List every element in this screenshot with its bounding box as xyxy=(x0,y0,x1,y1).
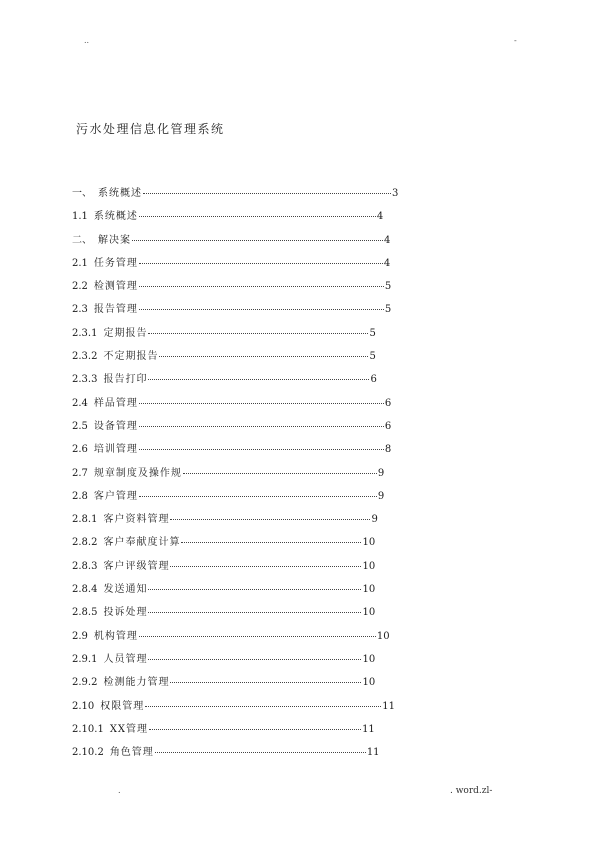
toc-entry[interactable] xyxy=(72,417,512,440)
toc-entry-number: 2.8 xyxy=(72,490,88,502)
toc-entry[interactable] xyxy=(72,324,512,347)
toc-entry[interactable] xyxy=(72,650,512,673)
toc-entry-label: 解决案 xyxy=(98,234,131,246)
toc-entry-label: XX管理 xyxy=(109,723,149,735)
toc-entry-number: 2.6 xyxy=(72,444,88,456)
toc-entry[interactable] xyxy=(72,184,512,207)
toc-entry[interactable] xyxy=(72,627,512,650)
toc-entry[interactable] xyxy=(72,743,512,766)
toc-entry-page: 9 xyxy=(377,490,385,502)
toc-entry[interactable] xyxy=(72,720,512,743)
toc-leader-dots xyxy=(145,706,381,707)
toc-entry-page: 10 xyxy=(362,653,376,665)
toc-entry[interactable] xyxy=(72,370,512,393)
toc-entry-number: 2.9 xyxy=(72,630,88,642)
toc-entry-page: 10 xyxy=(362,537,376,549)
toc-entry-number: 2.3.3 xyxy=(72,374,98,386)
toc-entry[interactable] xyxy=(72,603,512,626)
toc-leader-dots xyxy=(139,449,384,450)
toc-entry-label: 检测管理 xyxy=(93,281,138,293)
toc-entry-number: 2.10.1 xyxy=(72,723,104,735)
toc-entry-page: 3 xyxy=(392,188,399,199)
toc-leader-dots xyxy=(139,403,384,404)
toc-leader-dots xyxy=(143,193,391,194)
toc-entry-label: 系统概述 xyxy=(93,211,138,223)
toc-entry[interactable] xyxy=(72,254,512,277)
toc-entry-page: 4 xyxy=(383,257,391,269)
toc-leader-dots xyxy=(183,473,377,474)
toc-leader-dots xyxy=(170,519,370,520)
toc-entry-number: 2.5 xyxy=(72,420,88,432)
toc-leader-dots xyxy=(170,682,361,683)
toc-entry-number: 2.8.2 xyxy=(72,537,98,549)
toc-entry-number: 2.3.1 xyxy=(72,327,98,339)
toc-leader-dots xyxy=(148,659,361,660)
toc-entry-page: 6 xyxy=(384,420,392,432)
toc-entry-label: 不定期报告 xyxy=(103,351,159,363)
toc-leader-dots xyxy=(139,426,384,427)
toc-entry-page: 10 xyxy=(362,584,376,596)
document-title: 污水处理信息化管理系统 xyxy=(76,122,225,136)
toc-entry[interactable] xyxy=(72,231,512,254)
toc-entry-number: 2.7 xyxy=(72,467,88,479)
footer-right-text: . word.zl- xyxy=(450,786,493,796)
toc-entry-label: 客户奉献度计算 xyxy=(103,537,181,549)
toc-entry-page: 6 xyxy=(384,397,392,409)
toc-entry-number: 2.4 xyxy=(72,397,88,409)
toc-entry[interactable] xyxy=(72,533,512,556)
toc-leader-dots xyxy=(148,612,361,613)
toc-entry-page: 6 xyxy=(370,374,377,386)
toc-entry-number: 2.8.1 xyxy=(72,514,98,526)
toc-entry-number: 2.8.3 xyxy=(72,560,98,572)
toc-entry-page: 11 xyxy=(382,700,395,712)
toc-entry-number: 二、 xyxy=(72,234,92,246)
toc-entry-label: 投诉处理 xyxy=(103,607,148,619)
toc-entry-label: 培训管理 xyxy=(93,444,138,456)
toc-entry-label: 报告管理 xyxy=(93,304,138,316)
toc-entry[interactable] xyxy=(72,557,512,580)
toc-entry-label: 检测能力管理 xyxy=(103,677,170,689)
toc-entry-page: 9 xyxy=(377,467,385,479)
toc-entry-label: 客户资料管理 xyxy=(103,514,170,526)
toc-entry-page: 10 xyxy=(362,560,376,572)
toc-entry-number: 2.2 xyxy=(72,281,88,293)
toc-leader-dots xyxy=(148,589,361,590)
toc-leader-dots xyxy=(181,542,361,543)
toc-entry-page: 4 xyxy=(384,234,391,246)
toc-entry-number: 2.10.2 xyxy=(72,747,104,759)
toc-entry-number: 2.3 xyxy=(72,304,88,316)
toc-entry-page: 8 xyxy=(384,444,392,456)
toc-entry[interactable] xyxy=(72,440,512,463)
toc-entry-label: 角色管理 xyxy=(109,747,154,759)
toc-leader-dots xyxy=(139,263,383,264)
toc-entry-label: 样品管理 xyxy=(93,397,138,409)
toc-entry-page: 10 xyxy=(376,630,390,642)
toc-entry-label: 报告打印 xyxy=(103,374,148,386)
toc-entry-label: 机构管理 xyxy=(93,630,138,642)
toc-entry[interactable] xyxy=(72,394,512,417)
toc-leader-dots xyxy=(159,356,368,357)
toc-leader-dots xyxy=(139,216,376,217)
toc-leader-dots xyxy=(148,379,369,380)
toc-entry-label: 权限管理 xyxy=(100,700,145,712)
toc-leader-dots xyxy=(148,333,368,334)
toc-entry[interactable] xyxy=(72,487,512,510)
toc-leader-dots xyxy=(139,636,376,637)
toc-entry-number: 2.9.2 xyxy=(72,677,98,689)
toc-leader-dots xyxy=(139,286,384,287)
header-right-mark: - xyxy=(514,36,517,45)
toc-entry-label: 定期报告 xyxy=(103,327,148,339)
toc-entry[interactable] xyxy=(72,277,512,300)
footer-left-mark: . xyxy=(118,786,121,795)
toc-entry-page: 10 xyxy=(362,677,376,689)
toc-entry-page: 5 xyxy=(384,281,392,293)
toc-entry-number: 2.9.1 xyxy=(72,653,98,665)
toc-entry-page: 11 xyxy=(366,747,380,759)
header-left-mark: .. xyxy=(84,36,90,45)
toc-entry[interactable] xyxy=(72,510,512,533)
toc-leader-dots xyxy=(139,496,377,497)
toc-entry-label: 人员管理 xyxy=(103,653,148,665)
toc-entry[interactable] xyxy=(72,697,512,720)
toc-entry-number: 2.3.2 xyxy=(72,351,98,363)
toc-entry[interactable] xyxy=(72,347,512,370)
toc-entry-number: 2.10 xyxy=(72,700,95,712)
toc-entry-page: 4 xyxy=(376,211,384,223)
toc-entry-number: 2.8.5 xyxy=(72,607,98,619)
toc-entry-label: 任务管理 xyxy=(93,257,138,269)
toc-entry-number: 2.8.4 xyxy=(72,584,98,596)
toc-entry-label: 发送通知 xyxy=(103,584,148,596)
toc-entry-label: 系统概述 xyxy=(98,188,142,199)
toc-leader-dots xyxy=(170,566,361,567)
toc-entry[interactable] xyxy=(72,580,512,603)
toc-entry[interactable] xyxy=(72,207,512,230)
toc-entry-label: 客户管理 xyxy=(93,490,138,502)
toc-entry-label: 规章制度及操作规 xyxy=(93,467,182,479)
toc-entry[interactable] xyxy=(72,464,512,487)
toc-entry-page: 10 xyxy=(362,607,376,619)
toc-entry-label: 设备管理 xyxy=(93,420,138,432)
toc-entry[interactable] xyxy=(72,300,512,323)
toc-entry-label: 客户评级管理 xyxy=(103,560,170,572)
toc-entry-number: 2.1 xyxy=(72,257,88,269)
toc-leader-dots xyxy=(132,240,383,241)
toc-entry-page: 11 xyxy=(362,723,375,735)
toc-entry-number: 一、 xyxy=(72,188,92,199)
toc-leader-dots xyxy=(149,729,361,730)
toc-entry-page: 9 xyxy=(371,514,378,526)
toc-entry-number: 1.1 xyxy=(72,211,88,223)
toc-entry-page: 5 xyxy=(369,327,376,339)
toc-entry-page: 5 xyxy=(384,304,392,316)
toc-entry[interactable] xyxy=(72,673,512,696)
table-of-contents xyxy=(72,184,512,766)
toc-leader-dots xyxy=(139,309,384,310)
toc-leader-dots xyxy=(155,752,366,753)
toc-entry-page: 5 xyxy=(369,351,376,363)
